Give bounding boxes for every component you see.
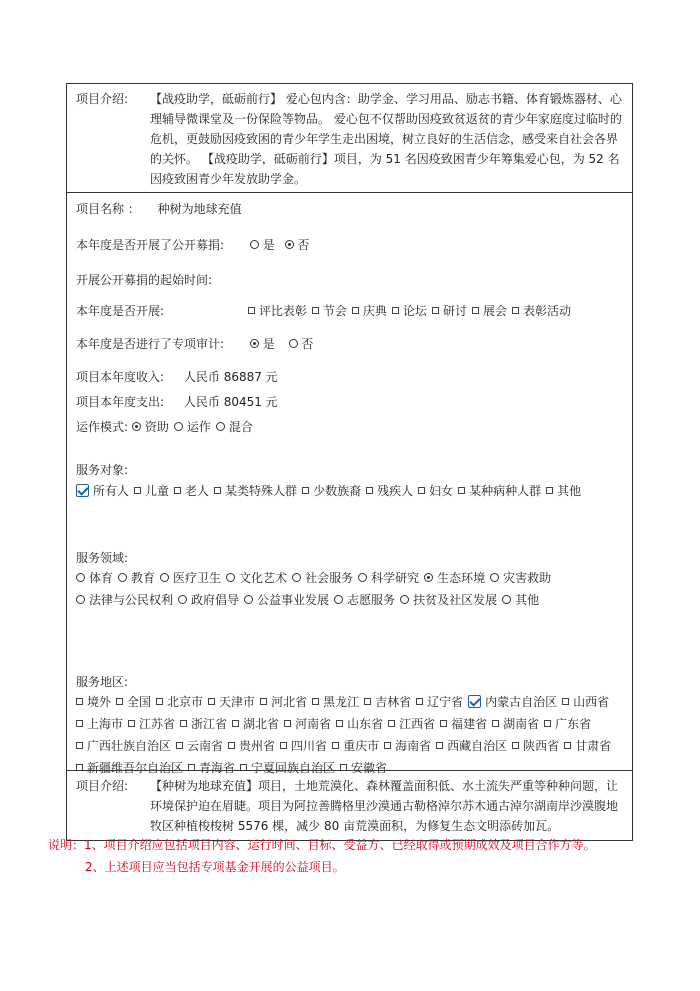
region-option-label: 四川省 xyxy=(291,739,328,753)
checkbox-icon xyxy=(180,720,187,727)
region-option[interactable] xyxy=(492,713,539,735)
activity-option[interactable] xyxy=(432,302,467,320)
activity-option[interactable] xyxy=(512,302,571,320)
target-option-label: 所有人 xyxy=(93,484,130,498)
project-name-line xyxy=(76,200,242,218)
radio-icon xyxy=(76,573,85,582)
region-option[interactable] xyxy=(564,735,611,757)
region-option-label: 甘肃省 xyxy=(575,739,612,753)
region-option[interactable] xyxy=(260,691,307,713)
field-option[interactable] xyxy=(244,589,329,611)
mode-option[interactable] xyxy=(132,418,169,436)
target-option[interactable] xyxy=(214,480,297,502)
target-options xyxy=(76,480,626,502)
region-option-label: 天津市 xyxy=(219,695,256,709)
radio-icon xyxy=(358,573,367,582)
target-option-label: 妇女 xyxy=(429,484,454,498)
field-option[interactable] xyxy=(400,589,497,611)
region-option-label: 广东省 xyxy=(555,717,592,731)
target-option-label: 其他 xyxy=(557,484,582,498)
checkbox-icon xyxy=(134,487,141,494)
target-option[interactable] xyxy=(458,480,541,502)
region-option-label: 云南省 xyxy=(187,739,224,753)
target-option-label: 某种病种人群 xyxy=(469,484,542,498)
intro-text: 【战疫助学，砥砺前行】 爱心包内含：助学金、学习用品、励志书籍、体育锻炼器材、心理辅导微课堂及一份保险等物品。 爱心包不仅帮助因疫致贫返贫的青少年家庭度过临时的危机，更鼓励因疫致困的青少年学生走出困境，树立良好的生活信念，感受来自社会各界的关怀。 【战疫助学，砥砺前行】项目，为 51 名因疫致困青少年筹集爱心包，为 52 名因疫致困青少年发放助学金。 xyxy=(150,92,622,186)
radio-icon xyxy=(118,573,127,582)
income-line xyxy=(76,368,278,386)
region-option[interactable] xyxy=(336,713,383,735)
project-name-value: 种树为地球充值 xyxy=(157,202,242,216)
checkbox-icon xyxy=(392,307,399,314)
checkbox-icon xyxy=(384,742,391,749)
target-option[interactable] xyxy=(174,480,209,502)
region-option-label: 河北省 xyxy=(271,695,308,709)
checkbox-icon xyxy=(366,487,373,494)
checkbox-icon xyxy=(174,487,181,494)
field-option-label: 科学研究 xyxy=(371,571,420,585)
checkbox-icon xyxy=(336,720,343,727)
region-option-label: 黑龙江 xyxy=(323,695,360,709)
region-option[interactable] xyxy=(116,691,151,713)
fields-label: 服务领域: xyxy=(76,551,129,565)
radio-selected-icon xyxy=(285,240,294,249)
note-line-2: 2、上述项目应当包括专项基金开展的公益项目。 xyxy=(85,860,345,874)
public-fundraising-line xyxy=(76,236,309,254)
mode-option-label: 资助 xyxy=(144,420,169,434)
field-option-label: 医疗卫生 xyxy=(173,571,222,585)
region-option-label: 山西省 xyxy=(573,695,610,709)
field-option[interactable] xyxy=(160,567,221,589)
region-option-label: 湖南省 xyxy=(503,717,540,731)
region-option-label: 广西壮族自治区 xyxy=(87,739,172,753)
radio-selected-icon xyxy=(424,573,433,582)
target-option-label: 残疾人 xyxy=(377,484,414,498)
field-option[interactable] xyxy=(118,567,155,589)
radio-icon xyxy=(400,595,409,604)
mode-option-label: 混合 xyxy=(228,420,253,434)
region-option[interactable] xyxy=(562,691,609,713)
region-option[interactable] xyxy=(228,735,275,757)
region-option-label: 江苏省 xyxy=(139,717,176,731)
region-option[interactable] xyxy=(388,713,435,735)
activity-option[interactable] xyxy=(312,302,347,320)
field-option-label: 文化艺术 xyxy=(239,571,288,585)
region-option-label: 海南省 xyxy=(395,739,432,753)
region-option[interactable] xyxy=(512,735,559,757)
checkbox-icon xyxy=(156,698,163,705)
radio-icon xyxy=(244,595,253,604)
radio-icon xyxy=(216,422,225,431)
mode-line xyxy=(76,418,258,436)
radio-selected-icon xyxy=(250,339,259,348)
field-option-label: 体育 xyxy=(89,571,114,585)
region-option[interactable] xyxy=(280,735,327,757)
region-option[interactable] xyxy=(440,713,487,735)
checkbox-icon xyxy=(352,307,359,314)
activity-option-label: 庆典 xyxy=(362,304,387,318)
expense-value: 人民币 80451 元 xyxy=(183,395,278,409)
target-option-label: 老人 xyxy=(185,484,210,498)
checkbox-icon xyxy=(472,307,479,314)
field-option-label: 志愿服务 xyxy=(347,593,396,607)
target-option-label: 儿童 xyxy=(145,484,170,498)
field-option-label: 扶贫及社区发展 xyxy=(413,593,498,607)
activity-option[interactable] xyxy=(352,302,387,320)
region-option[interactable] xyxy=(180,713,227,735)
region-option[interactable] xyxy=(364,691,411,713)
region-option[interactable] xyxy=(76,735,171,757)
region-option-label: 湖北省 xyxy=(243,717,280,731)
checkbox-icon xyxy=(332,742,339,749)
activity-option-label: 节会 xyxy=(322,304,347,318)
activity-option-label: 评比表彰 xyxy=(258,304,307,318)
field-option[interactable] xyxy=(502,589,539,611)
field-option[interactable] xyxy=(76,589,173,611)
mode-label: 运作模式: xyxy=(76,420,129,434)
checkbox-icon xyxy=(388,720,395,727)
field-option-label: 社会服务 xyxy=(305,571,354,585)
region-option-label: 上海市 xyxy=(87,717,124,731)
checkbox-icon xyxy=(418,487,425,494)
intro-label: 项目介绍: xyxy=(76,779,129,793)
public-fundraising-label: 本年度是否开展了公开募捐: xyxy=(76,238,225,252)
public-yes-option[interactable]: 是 xyxy=(250,238,275,252)
field-option[interactable] xyxy=(424,567,485,589)
region-option-label: 境外 xyxy=(87,695,112,709)
checkbox-icon xyxy=(76,720,83,727)
region-option-label: 浙江省 xyxy=(191,717,228,731)
radio-selected-icon xyxy=(132,422,141,431)
income-value: 人民币 86887 元 xyxy=(183,370,278,384)
checkbox-icon xyxy=(458,487,465,494)
mode-option[interactable] xyxy=(174,418,211,436)
region-option[interactable] xyxy=(312,691,359,713)
field-option-label: 教育 xyxy=(131,571,156,585)
target-option[interactable] xyxy=(366,480,413,502)
radio-icon xyxy=(289,339,298,348)
checkbox-icon xyxy=(436,742,443,749)
checkbox-icon xyxy=(564,742,571,749)
region-option-label: 江西省 xyxy=(399,717,436,731)
region-option-label: 北京市 xyxy=(167,695,204,709)
region-option[interactable] xyxy=(416,691,463,713)
note-line-1: 说明：1、项目介绍应包括项目内容、运行时间、目标、受益方、已经取得或预期成效及项目合作方等。 xyxy=(48,838,596,852)
region-option[interactable] xyxy=(284,713,331,735)
checkbox-icon xyxy=(546,487,553,494)
activity-option-label: 研讨 xyxy=(442,304,467,318)
radio-icon xyxy=(250,240,259,249)
project-name-label: 项目名称 ： xyxy=(76,202,140,216)
audit-line xyxy=(76,335,313,353)
region-option-label: 贵州省 xyxy=(239,739,276,753)
activity-option[interactable] xyxy=(472,302,507,320)
notes xyxy=(48,834,596,878)
checkbox-icon xyxy=(512,742,519,749)
region-option[interactable] xyxy=(76,713,123,735)
checkbox-icon xyxy=(76,698,83,705)
region-option-label: 辽宁省 xyxy=(427,695,464,709)
field-option[interactable] xyxy=(334,589,395,611)
field-option[interactable] xyxy=(178,589,239,611)
intro-text: 【种树为地球充值】项目，土地荒漠化、森林覆盖面积低、水土流失严重等种种问题，让环境保护迫在眉睫。项目为阿拉善腾格里沙漠通古勒格淖尔苏木通古淖尔湖南岸沙漠腹地牧区种植梭梭树 5576 棵，减少 80 亩荒漠面积，为修复生态文明添砖加瓦。 xyxy=(150,779,619,833)
intro-row-1 xyxy=(67,84,632,192)
radio-icon xyxy=(292,573,301,582)
target-option[interactable] xyxy=(134,480,169,502)
target-option[interactable] xyxy=(418,480,453,502)
activity-option-label: 展会 xyxy=(482,304,507,318)
mode-option-label: 运作 xyxy=(186,420,211,434)
region-option-label: 河南省 xyxy=(295,717,332,731)
checkbox-icon xyxy=(440,720,447,727)
targets-label: 服务对象: xyxy=(76,463,129,477)
checkbox-icon xyxy=(544,720,551,727)
region-option[interactable] xyxy=(544,713,591,735)
checkbox-icon xyxy=(232,720,239,727)
checkbox-icon xyxy=(280,742,287,749)
activity-label: 本年度是否开展: xyxy=(76,304,165,318)
activity-option[interactable] xyxy=(392,302,427,320)
target-option[interactable] xyxy=(546,480,581,502)
checkbox-icon xyxy=(214,487,221,494)
income-label: 项目本年度收入: xyxy=(76,370,165,384)
radio-icon xyxy=(226,573,235,582)
audit-yes-option[interactable]: 是 xyxy=(250,337,275,351)
checkbox-icon xyxy=(312,698,319,705)
checkbox-icon xyxy=(512,307,519,314)
field-options xyxy=(76,567,626,611)
field-option[interactable] xyxy=(490,567,551,589)
radio-icon xyxy=(490,573,499,582)
region-option[interactable] xyxy=(384,735,431,757)
region-option[interactable] xyxy=(76,691,111,713)
expense-label: 项目本年度支出: xyxy=(76,395,165,409)
checkbox-icon xyxy=(562,698,569,705)
region-option[interactable] xyxy=(332,735,379,757)
checkbox-icon xyxy=(492,720,499,727)
checkbox-icon xyxy=(432,307,439,314)
region-option-label: 吉林省 xyxy=(375,695,412,709)
public-no-option[interactable]: 否 xyxy=(285,238,310,252)
checkbox-icon xyxy=(248,307,255,314)
checkbox-icon xyxy=(364,698,371,705)
field-option-label: 法律与公民权利 xyxy=(89,593,174,607)
expense-line xyxy=(76,393,278,411)
region-option[interactable] xyxy=(176,735,223,757)
project-form xyxy=(66,83,633,841)
start-time-label: 开展公开募捐的起始时间: xyxy=(76,273,213,287)
checkbox-icon xyxy=(116,698,123,705)
region-option-label: 安徽省 xyxy=(351,761,388,775)
region-option[interactable] xyxy=(128,713,175,735)
mode-options xyxy=(132,420,258,434)
checkbox-icon xyxy=(416,698,423,705)
checkbox-icon xyxy=(176,742,183,749)
checkbox-icon xyxy=(284,720,291,727)
region-option-label: 福建省 xyxy=(451,717,488,731)
checkbox-checked-icon xyxy=(468,695,481,708)
field-option-label: 其他 xyxy=(515,593,540,607)
audit-label: 本年度是否进行了专项审计: xyxy=(76,337,225,351)
mode-option[interactable] xyxy=(216,418,253,436)
checkbox-checked-icon xyxy=(76,484,89,497)
region-option[interactable] xyxy=(468,691,557,713)
field-option[interactable] xyxy=(226,567,287,589)
region-option[interactable] xyxy=(436,735,507,757)
checkbox-icon xyxy=(76,742,83,749)
region-options xyxy=(76,691,628,779)
activity-option[interactable] xyxy=(248,302,307,320)
field-option[interactable] xyxy=(358,567,419,589)
checkbox-icon xyxy=(228,742,235,749)
radio-icon xyxy=(178,595,187,604)
checkbox-icon xyxy=(260,698,267,705)
intro-row-2 xyxy=(67,770,632,840)
radio-icon xyxy=(160,573,169,582)
region-option-label: 新疆维吾尔自治区 xyxy=(87,761,184,775)
region-option[interactable] xyxy=(156,691,203,713)
radio-icon xyxy=(76,595,85,604)
activity-option-label: 表彰活动 xyxy=(522,304,571,318)
activity-option-label: 论坛 xyxy=(402,304,427,318)
radio-icon xyxy=(334,595,343,604)
field-option-label: 政府倡导 xyxy=(191,593,240,607)
target-option[interactable] xyxy=(76,480,129,502)
region-option-label: 山东省 xyxy=(347,717,384,731)
region-option[interactable] xyxy=(208,691,255,713)
target-option[interactable] xyxy=(302,480,361,502)
regions-label: 服务地区: xyxy=(76,675,129,689)
region-option-label: 青海省 xyxy=(199,761,236,775)
activity-options xyxy=(248,304,576,318)
radio-icon xyxy=(502,595,511,604)
checkbox-icon xyxy=(302,487,309,494)
region-option-label: 全国 xyxy=(127,695,152,709)
field-option-label: 公益事业发展 xyxy=(257,593,330,607)
region-option-label: 宁夏回族自治区 xyxy=(251,761,336,775)
field-option-label: 灾害救助 xyxy=(503,571,552,585)
region-option-label: 内蒙古自治区 xyxy=(485,695,558,709)
radio-icon xyxy=(174,422,183,431)
field-option-label: 生态环境 xyxy=(437,571,486,585)
target-option-label: 少数族裔 xyxy=(313,484,362,498)
checkbox-icon xyxy=(128,720,135,727)
activity-line xyxy=(76,302,576,320)
intro-label: 项目介绍: xyxy=(76,92,129,106)
region-option-label: 重庆市 xyxy=(343,739,380,753)
target-option-label: 某类特殊人群 xyxy=(225,484,298,498)
checkbox-icon xyxy=(208,698,215,705)
region-option-label: 陕西省 xyxy=(523,739,560,753)
start-time-line xyxy=(76,271,212,289)
field-option[interactable] xyxy=(292,567,353,589)
audit-no-option[interactable]: 否 xyxy=(289,337,314,351)
checkbox-icon xyxy=(312,307,319,314)
field-option[interactable] xyxy=(76,567,113,589)
region-option-label: 西藏自治区 xyxy=(447,739,508,753)
project-detail-block xyxy=(67,192,632,775)
region-option[interactable] xyxy=(232,713,279,735)
